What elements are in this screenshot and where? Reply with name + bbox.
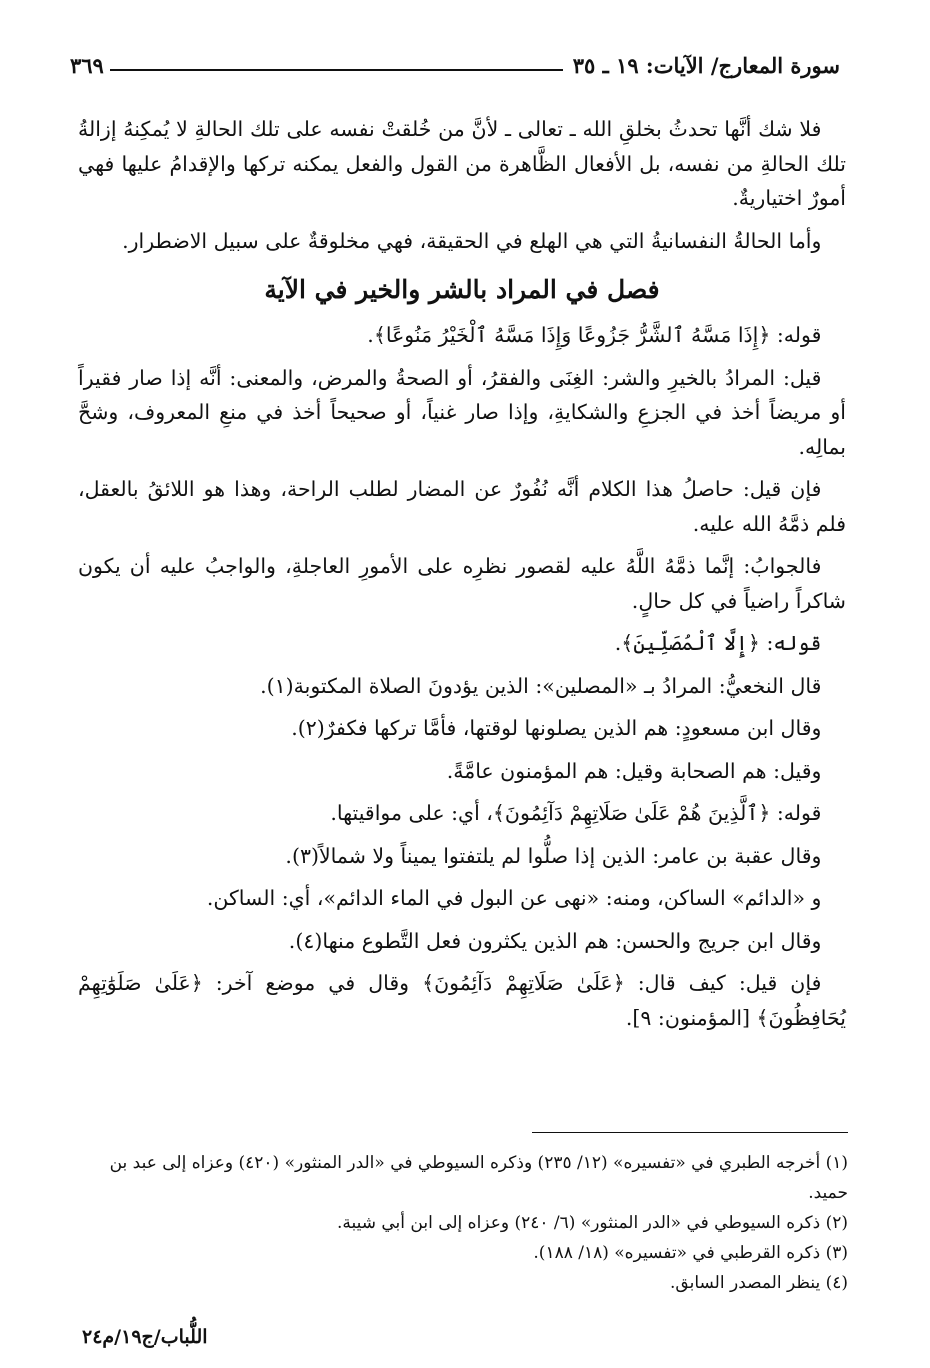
paragraph: فإن قيل: حاصلُ هذا الكلام أنَّه نُفُورٌ عن المضار لطلب الراحة، وهذا هو اللائقُ بالعقل، فلم ذمَّهُ الله عليه.: [78, 477, 846, 536]
paragraph: وقيل: هم الصحابة وقيل: هم المؤمنون عامَّةً.: [446, 758, 822, 783]
signature-mark: اللُّباب/ج١٩/م٢٤: [82, 1326, 208, 1348]
paragraph: فلا شك أنَّها تحدثُ بخلقِ الله ـ تعالى ـ لأنَّ من خُلقتْ نفسه على تلك الحالةِ لا يُمكِنهُ إزالةُ تلك الحالةِ من نفسه، بل الأفعال الظَّاهرة من القول والفعل يمكنه تركها والإقدامُ عليها فهي أمورٌ اختياريةٌ.: [78, 117, 846, 210]
paragraph: وقال ابن جريج والحسن: هم الذين يكثرون فعل التَّطوع منها(٤).: [288, 928, 822, 953]
header-rule: [110, 69, 563, 71]
footnote: (٢) ذكره السيوطي في «الدر المنثور» (٦/ ٢٤٠) وعزاه إلى ابن أبي شيبة.: [336, 1213, 848, 1233]
page-number: ٣٦٩: [70, 53, 104, 78]
main-text: [78, 112, 846, 1043]
footnotes: [78, 1148, 848, 1298]
footnote: (١) أخرجه الطبري في «تفسيره» (١٢/ ٢٣٥) وذكره السيوطي في «الدر المنثور» (٤٢٠) وعزاه إلى عبد بن حميد.: [109, 1153, 848, 1203]
paragraph: وقال ابن مسعودٍ: هم الذين يصلونها لوقتها، فأمَّا تركها فكفرٌ(٢).: [291, 716, 822, 740]
paragraph: قال النخعيُّ: المرادُ بـ «المصلين»: الذين يؤدونَ الصلاة المكتوبة(١).: [260, 673, 822, 698]
paragraph: قوله: ﴿ٱلَّذِينَ هُمْ عَلَىٰ صَلَاتِهِمْ دَآئِمُونَ﴾، أي: على مواقيتها.: [330, 801, 822, 825]
paragraph: قيل: المرادُ بالخيرِ والشر: الغِنَى والفقرُ، أو الصحةُ والمرض، والمعنى: أنَّه إذا صار فقيراً أو مريضاً أخذ في الجزعِ والشكايةِ، وإذا صار غنياً، أو صحيحاً أخذ في منعِ المعروف، وشحَّ بمالِه.: [78, 365, 846, 459]
paragraph: فالجوابُ: إنَّما ذمَّهُ اللَّهُ عليه لقصور نظرِه على الأمورِ العاجلةِ، والواجبُ عليه أن يكون شاكراً راضياً في كل حالٍ.: [78, 554, 846, 613]
section-heading: فصل في المراد بالشر والخير في الآية: [264, 275, 660, 304]
footnote-separator: [532, 1132, 848, 1133]
running-header: [70, 44, 840, 78]
paragraph: فإن قيل: كيف قال: ﴿عَلَىٰ صَلَاتِهِمْ دَآئِمُونَ﴾ وقال في موضع آخر: ﴿عَلَىٰ صَلَوَٰتِهِمْ يُحَافِظُونَ﴾ [المؤمنون: ٩].: [78, 971, 846, 1030]
running-title: سورة المعارج/ الآيات: ١٩ ـ ٣٥: [572, 53, 840, 78]
paragraph: قوله: ﴿إِلَّا ٱلْمُصَلِّينَ﴾.: [614, 631, 822, 655]
paragraph: وأما الحالةُ النفسانيةُ التي هي الهلع في الحقيقة، فهي مخلوقةٌ على سبيل الاضطرار.: [122, 228, 822, 253]
paragraph: قوله: ﴿إِذَا مَسَّهُ ٱلشَّرُّ جَزُوعًا وَإِذَا مَسَّهُ ٱلْخَيْرُ مَنُوعًا﴾.: [367, 323, 822, 347]
paragraph: و «الدائم» الساكن، ومنه: «نهى عن البول في الماء الدائم»، أي: الساكن.: [206, 886, 822, 910]
paragraph: وقال عقبة بن عامر: الذين إذا صلُّوا لم يلتفتوا يميناً ولا شمالاً(٣).: [285, 843, 822, 868]
footnote: (٤) ينظر المصدر السابق.: [670, 1273, 848, 1293]
footnote: (٣) ذكره القرطبي في «تفسيره» (١٨/ ١٨٨).: [533, 1243, 848, 1263]
